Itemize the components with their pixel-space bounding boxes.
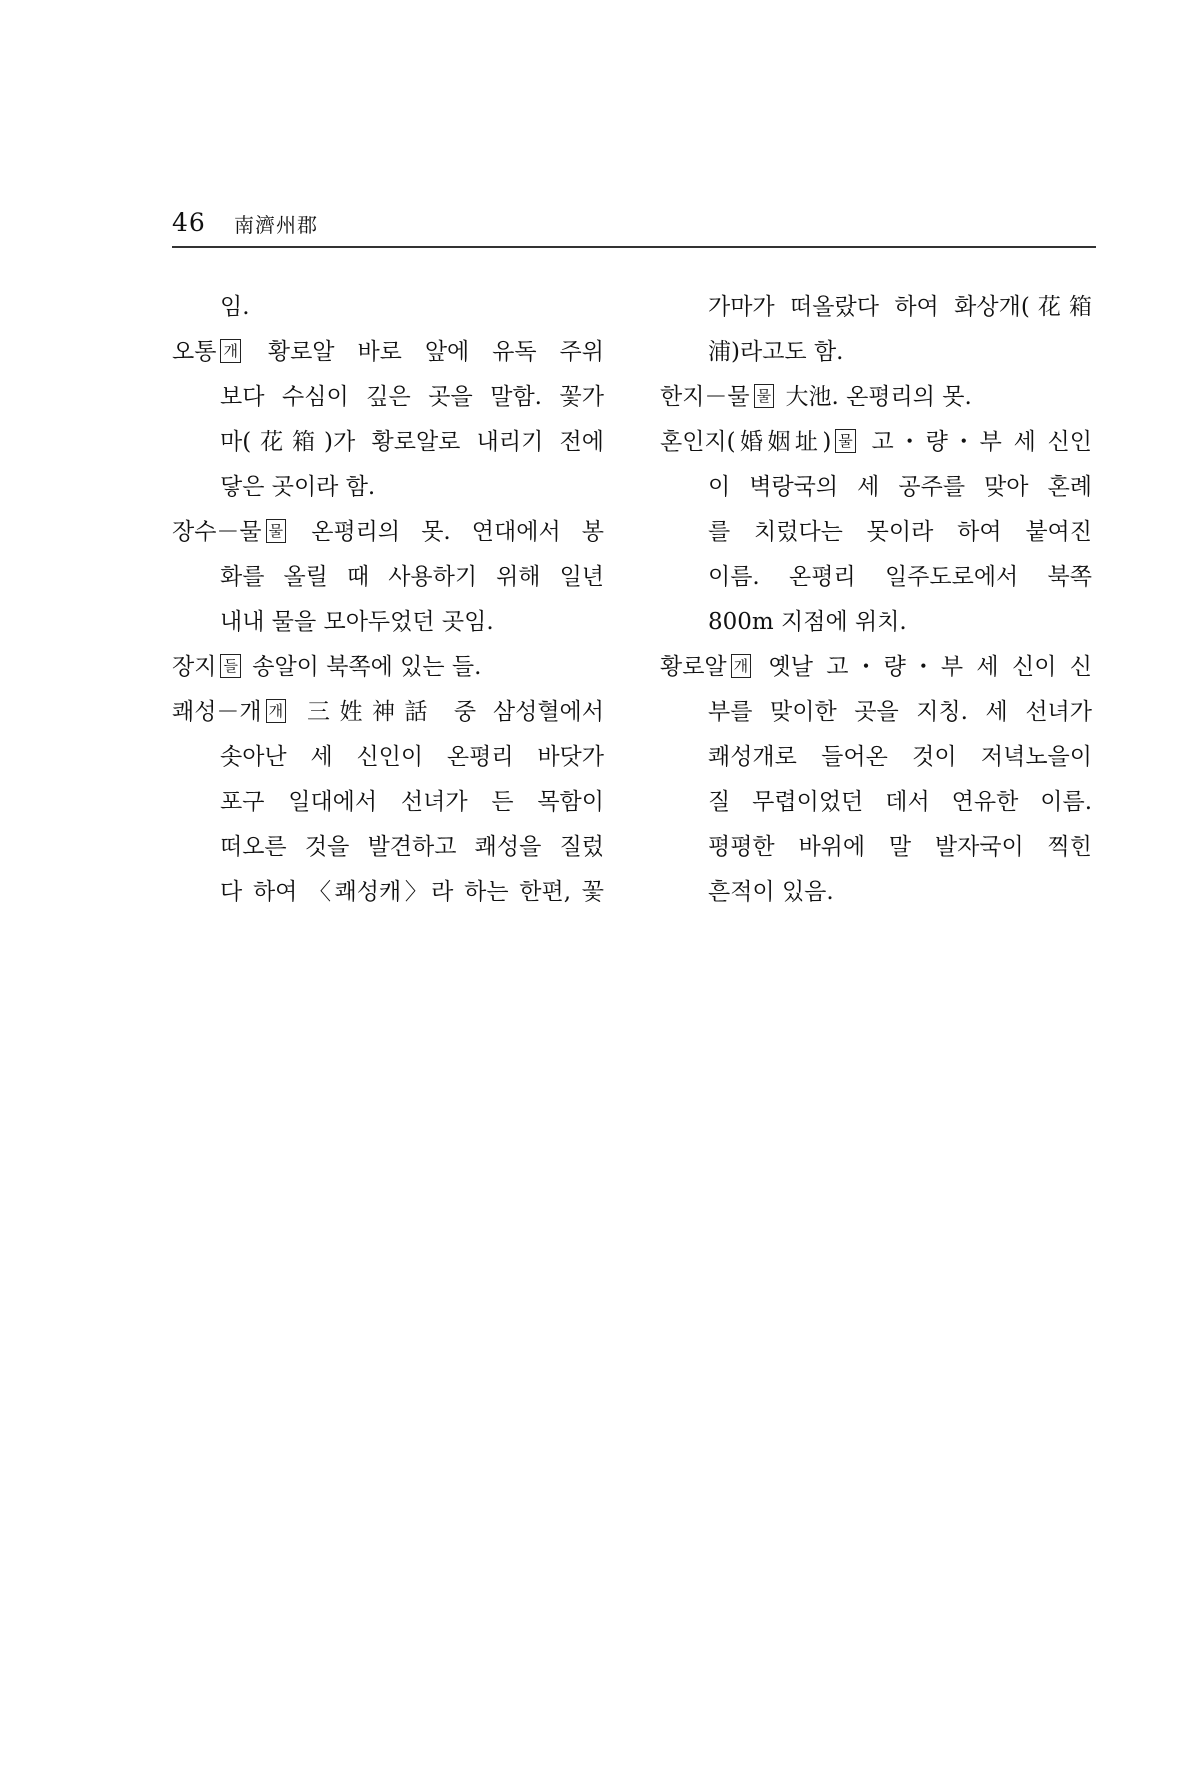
category-tag: 물 <box>835 429 856 453</box>
line-text: 를 치렀다는 못이라 하여 붙여진 <box>708 519 1092 545</box>
entry-headword: 황로알 <box>660 654 727 680</box>
text-line <box>172 870 604 915</box>
line-text: 떠오른 것을 발견하고 쾌성을 질렀 <box>220 834 604 860</box>
text-line <box>660 285 1092 330</box>
text-line <box>660 555 1092 600</box>
line-text: 三姓神話 중 삼성혈에서 <box>290 699 604 725</box>
text-line <box>172 375 604 420</box>
line-text: 800m 지점에 위치. <box>708 609 907 635</box>
page-header <box>172 208 1096 248</box>
category-tag: 개 <box>220 339 241 363</box>
text-line <box>660 375 1092 420</box>
text-line <box>660 600 1092 645</box>
text-line <box>172 555 604 600</box>
line-text: 화를 올릴 때 사용하기 위해 일년 <box>220 564 604 590</box>
text-line <box>172 645 604 690</box>
text-line <box>660 735 1092 780</box>
text-line <box>172 735 604 780</box>
line-text: 온평리의 못. 연대에서 봉 <box>290 519 604 545</box>
text-line <box>172 690 604 735</box>
category-tag: 개 <box>731 654 752 678</box>
line-text: 마(花箱)가 황로알로 내리기 전에 <box>220 429 604 455</box>
text-line <box>172 780 604 825</box>
line-text: 浦)라고도 함. <box>708 339 844 365</box>
entry-headword: 장수－물 <box>172 519 262 545</box>
line-text: 이 벽랑국의 세 공주를 맞아 혼례 <box>708 474 1092 500</box>
line-text: 솟아난 세 신인이 온평리 바닷가 <box>220 744 604 770</box>
entry-headword: 쾌성－개 <box>172 699 262 725</box>
line-text: 옛날 고・량・부 세 신이 신 <box>755 654 1092 680</box>
entry-headword: 장지 <box>172 654 217 680</box>
line-text: 황로알 바로 앞에 유독 주위 <box>244 339 604 365</box>
text-line <box>660 780 1092 825</box>
line-text: 송알이 북쪽에 있는 들. <box>244 654 482 680</box>
page-number: 46 <box>172 208 206 237</box>
line-text: 부를 맞이한 곳을 지칭. 세 선녀가 <box>708 699 1092 725</box>
left-text-column <box>172 285 604 915</box>
entry-headword: 혼인지(婚姻址) <box>660 429 832 455</box>
line-text: 흔적이 있음. <box>708 879 834 905</box>
entry-headword: 오통 <box>172 339 217 365</box>
line-text: 임. <box>220 294 250 320</box>
line-text: 보다 수심이 깊은 곳을 말함. 꽃가 <box>220 384 604 410</box>
text-line <box>172 330 604 375</box>
text-line <box>660 420 1092 465</box>
right-text-column <box>660 285 1092 915</box>
text-line <box>172 285 604 330</box>
text-line <box>660 870 1092 915</box>
entry-headword: 한지－물 <box>660 384 750 410</box>
text-line <box>172 825 604 870</box>
line-text: 질 무렵이었던 데서 연유한 이름. <box>708 789 1092 815</box>
text-line <box>172 465 604 510</box>
text-line <box>660 825 1092 870</box>
line-text: 大池. 온평리의 못. <box>778 384 972 410</box>
running-title: 南濟州郡 <box>234 213 318 237</box>
line-text: 이름. 온평리 일주도로에서 북쪽 <box>708 564 1092 590</box>
line-text: 닿은 곳이라 함. <box>220 474 376 500</box>
line-text: 가마가 떠올랐다 하여 화상개(花箱 <box>708 294 1092 320</box>
text-line <box>660 465 1092 510</box>
line-text: 다 하여 〈쾌성캐〉라 하는 한편, 꽃 <box>220 879 604 905</box>
text-line <box>660 645 1092 690</box>
line-text: 고・량・부 세 신인 <box>859 429 1092 455</box>
text-line <box>172 420 604 465</box>
category-tag: 들 <box>220 654 241 678</box>
text-line <box>660 330 1092 375</box>
text-line <box>172 510 604 555</box>
line-text: 내내 물을 모아두었던 곳임. <box>220 609 494 635</box>
line-text: 쾌성개로 들어온 것이 저녁노을이 <box>708 744 1092 770</box>
text-line <box>660 510 1092 555</box>
text-line <box>660 690 1092 735</box>
category-tag: 물 <box>266 519 287 543</box>
text-line <box>172 600 604 645</box>
category-tag: 개 <box>266 699 287 723</box>
line-text: 포구 일대에서 선녀가 든 목함이 <box>220 789 604 815</box>
category-tag: 물 <box>754 384 775 408</box>
line-text: 평평한 바위에 말 발자국이 찍힌 <box>708 834 1092 860</box>
